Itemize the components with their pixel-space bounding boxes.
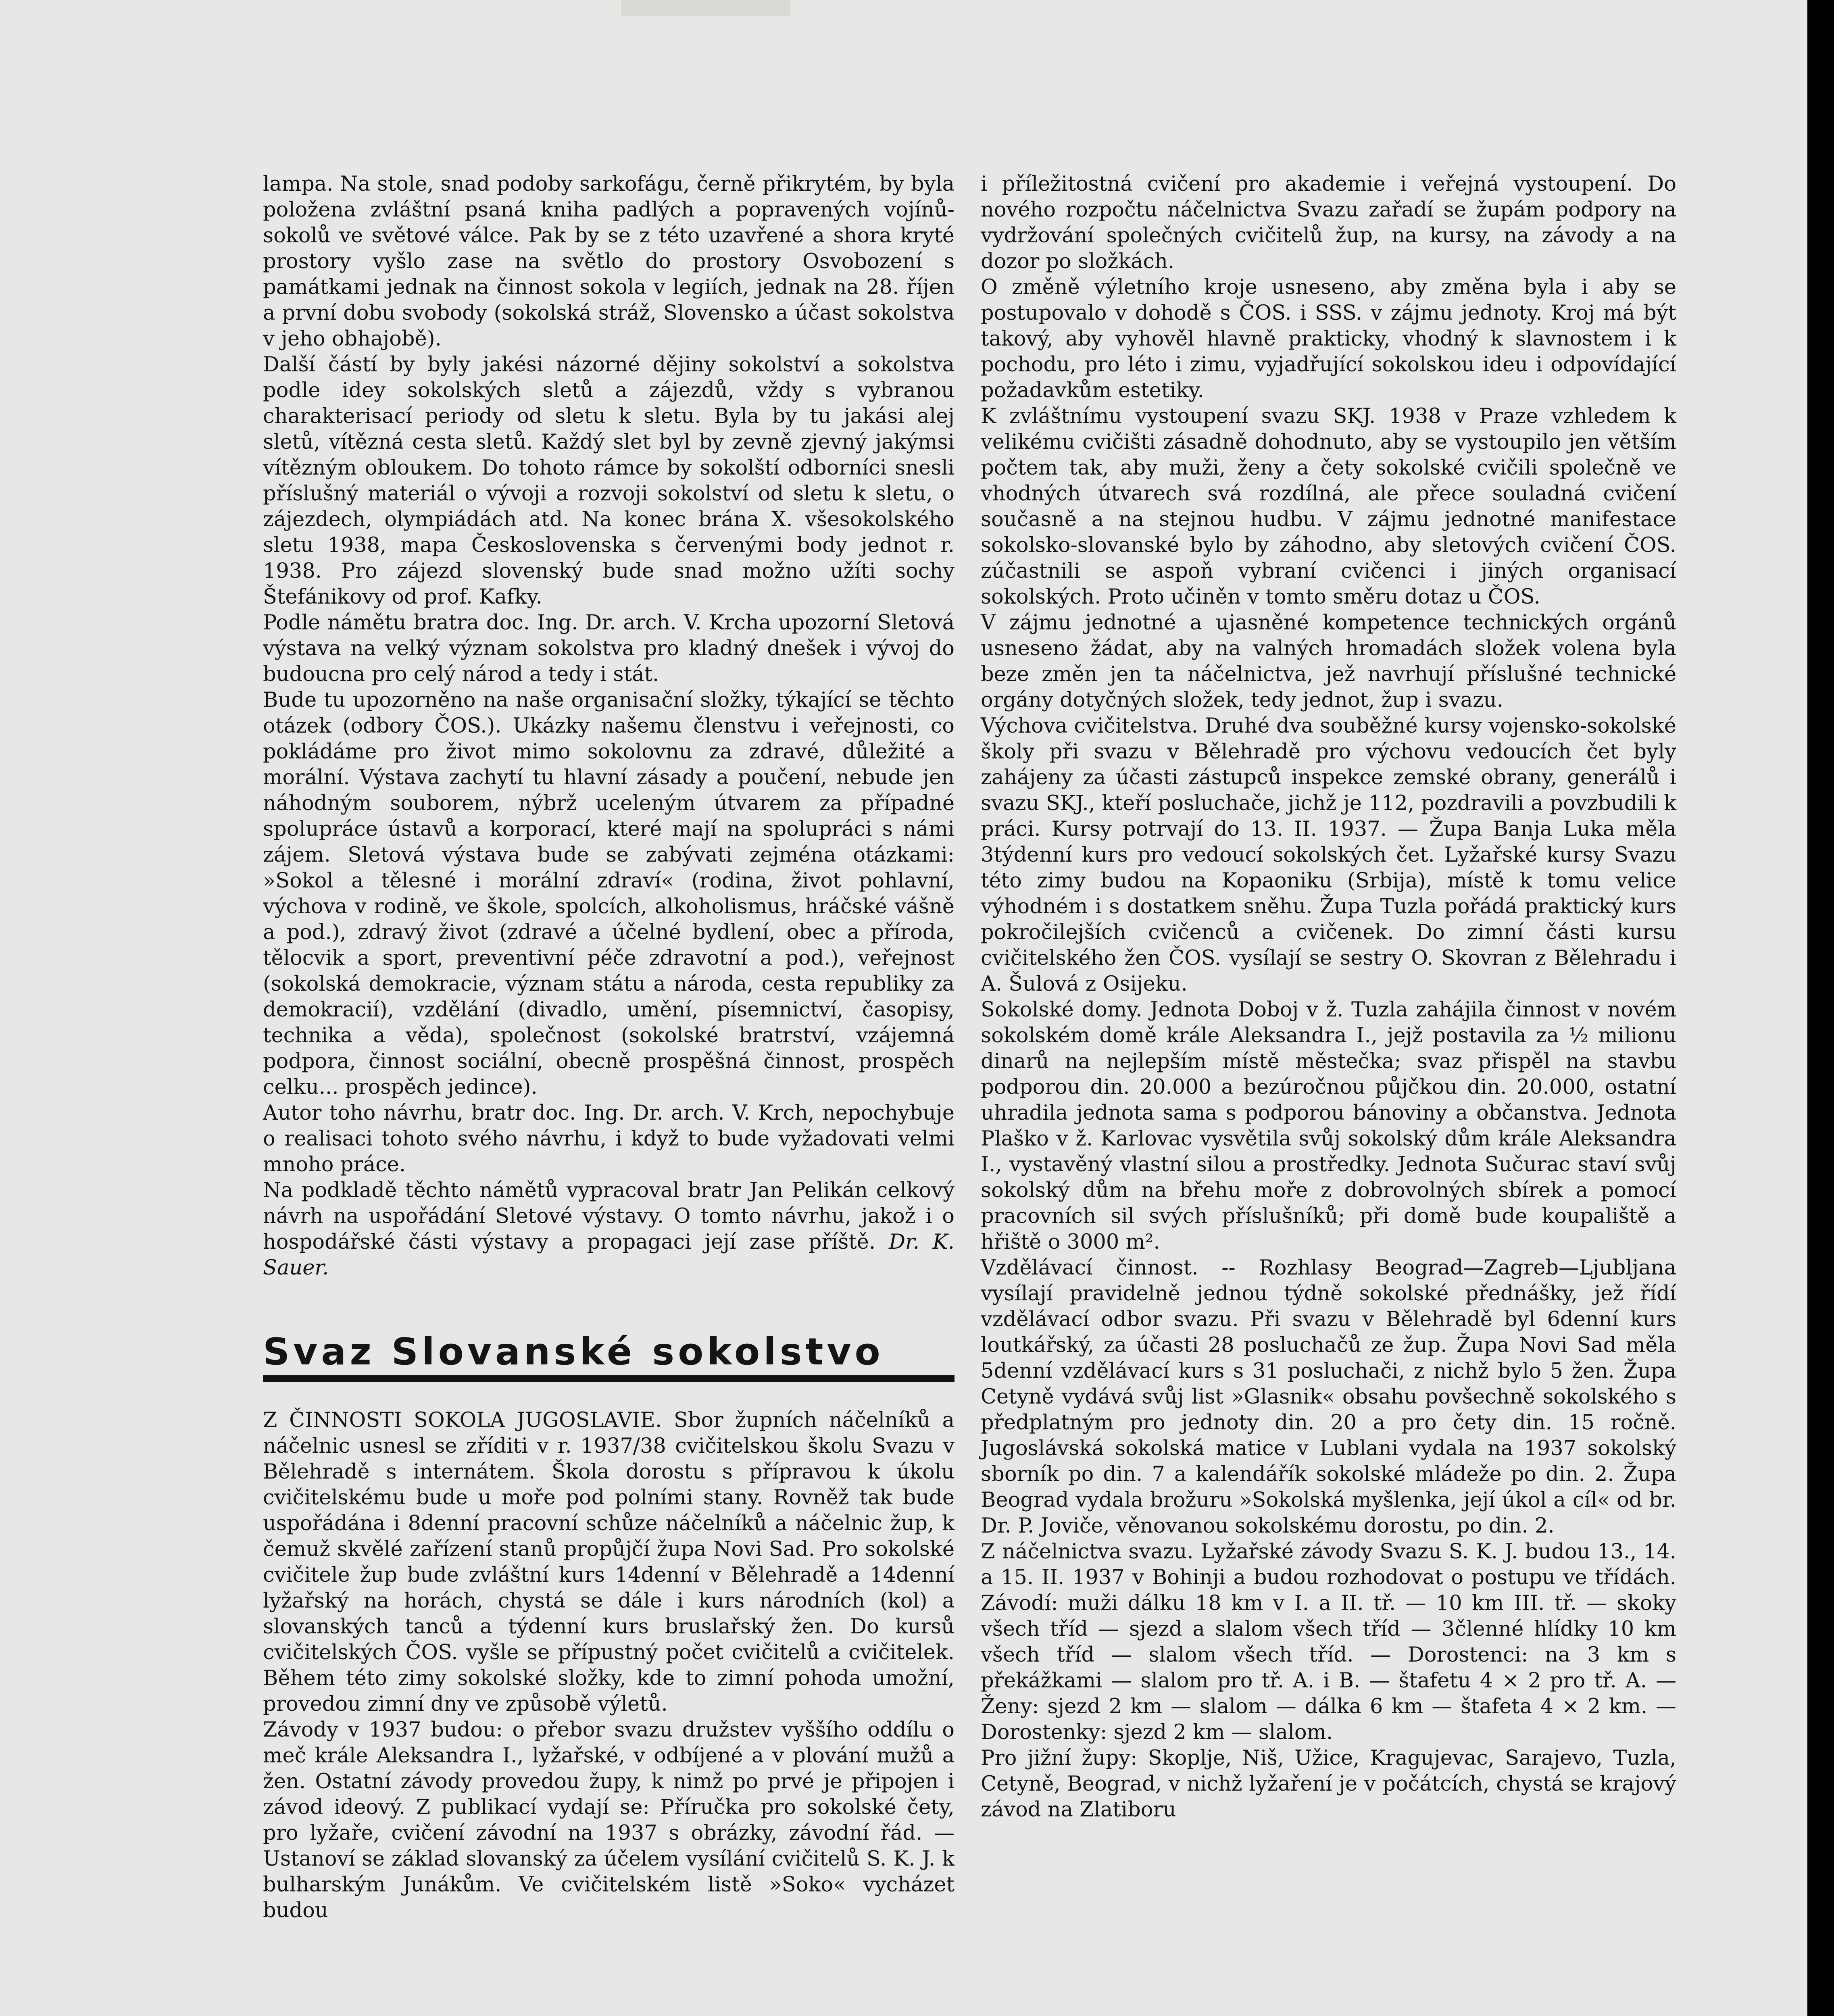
paragraph: lampa. Na stole, snad podoby sarkofágu, černě přikrytém, by byla položena zvláštní psaná kniha padlých a popravených vojínů-sokolů ve světové válce. Pak by se z této uzavřené a shora kryté prostory vyšlo zase na světlo do prostory Osvobození s památkami jednak na činnost sokola v legiích, jednak na 28. říjen a první dobu svobody (sokolská stráž, Slovensko a účast sokolstva v jeho obhajobě). <box>263 172 955 351</box>
paragraph: Z ČINNOSTI SOKOLA JUGOSLAVIE. Sbor župních náčelníků a náčelnic usnesl se zříditi v r. 1937/38 cvičitelskou školu Svazu v Bělehradě s internátem. Škola dorostu s přípravou k úkolu cvičitelskému bude u moře pod polními stany. Rovněž tak bude uspořádána i 8denní pracovní schůze náčelníků a náčelnic žup, k čemuž skvělé zařízení stanů propůjčí župa Novi Sad. Pro sokolské cvičitele žup bude zvláštní kurs 14denní v Bělehradě a 14denní lyžařský na horách, chystá se dále i kurs národních (kol) a slovanských tanců a týdenní kurs bruslařský žen. Do kursů cvičitelských ČOS. vyšle se přípustný počet cvičitelů a cvičitelek. Během této zimy sokolské složky, kde to zimní pohoda umožní, provedou zimní dny ve způsobě výletů. <box>263 1408 955 1716</box>
scan-edge <box>1807 0 1834 2016</box>
paragraph: i příležitostná cvičení pro akademie i veřejná vystoupení. Do nového rozpočtu náčelnictva Svazu zařadí se župám podpory na vydržování společných cvičitelů žup, na kursy, na závody a na dozor po složkách. <box>981 172 1676 273</box>
paragraph: Vzdělávací činnost. -- Rozhlasy Beograd—Zagreb—Ljubljana vysílají pravidelně jednou týdně sokolské přednášky, jež řídí vzdělávací odbor svazu. Při svazu v Bělehradě byl 6denní kurs loutkářský, za účasti 28 posluchačů ze žup. Župa Novi Sad měla 5denní vzdělávací kurs s 31 posluchači, z nichž bylo 5 žen. Župa Cetyně vydává svůj list »Glasnik« obsahu povšechně sokolského s předplatným pro jednoty din. 20 a pro čety din. 15 ročně. Jugoslávská sokolská matice v Lublani vydala na 1937 sokolský sborník po din. 7 a kalendářík sokolské mládeže po din. 2. Župa Beograd vydala brožuru »Sokolská myšlenka, její úkol a cíl« od br. Dr. P. Joviče, věnovanou sokolskému dorostu, po din. 2. <box>981 1256 1676 1538</box>
paragraph: Bude tu upozorněno na naše organisační složky, týkající se těchto otázek (odbory ČOS.). Ukázky našemu členstvu i veřejnosti, co pokládáme pro život mimo sokolovnu za zdravé, důležité a morální. Výstava zachytí tu hlavní zásady a poučení, nebude jen náhodným souborem, nýbrž uceleným útvarem za případné spolupráce ústavů a korporací, které mají na spolupráci s námi zájem. Sletová výstava bude se zabývati zejména otázkami: »Sokol a tělesné i morální zdraví« (rodina, život pohlavní, výchova v rodině, ve škole, spolcích, alkoholismus, hráčské vášně a pod.), zdravý život (zdravé a účelné bydlení, obec a příroda, tělocvik a sport, preventivní péče zdravotní a pod.), veřejnost (sokolská demokracie, význam státu a národa, cesta republiky za demokracií), vzdělání (divadlo, umění, písemnictví, časopisy, technika a věda), společnost (sokolské bratrství, vzájemná podpora, činnost sociální, obecně prospěšná činnost, prospěch celku... prospěch jedince). <box>263 688 955 1099</box>
paragraph: Podle námětu bratra doc. Ing. Dr. arch. V. Krcha upozorní Sletová výstava na velký význam sokolstva pro kladný dnešek i vývoj do budoucna pro celý národ a tedy i stát. <box>263 611 955 686</box>
paragraph: Z náčelnictva svazu. Lyžařské závody Svazu S. K. J. budou 13., 14. a 15. II. 1937 v Bohinji a budou rozhodovat o postupu ve třídách. Závodí: muži dálku 18 km v I. a II. tř. — 10 km III. tř. — skoky všech tříd — sjezd a slalom všech tříd — 3členné hlídky 10 km všech tříd — slalom všech tříd. — Dorostenci: na 3 km s překážkami — slalom pro tř. A. i B. — štafetu 4 × 2 pro tř. A. — Ženy: sjezd 2 km — slalom — dálka 6 km — štafeta 4 × 2 km. — Dorostenky: sjezd 2 km — slalom. <box>981 1540 1676 1744</box>
author-signature: Dr. K. Sauer. <box>263 1230 955 1280</box>
scan-artifact <box>621 0 790 16</box>
paragraph: Výchova cvičitelstva. Druhé dva souběžné kursy vojensko-sokolské školy při svazu v Bělehradě pro výchovu vedoucích čet byly zahájeny za účasti zástupců inspekce zemské obrany, generálů i svazu SKJ., kteří posluchače, jichž je 112, pozdravili a povzbudili k práci. Kursy potrvají do 13. II. 1937. — Župa Banja Luka měla 3týdenní kurs pro vedoucí sokolských čet. Lyžařské kursy Svazu této zimy budou na Kopaoniku (Srbija), místě k tomu velice výhodném i s dostatkem sněhu. Župa Tuzla pořádá praktický kurs pokročilejších cvičenců a cvičenek. Do zimní části kursu cvičitelského žen ČOS. vysílají se sestry O. Skovran z Bělehradu i A. Šulová z Osijeku. <box>981 714 1676 996</box>
paragraph-text: Na podkladě těchto námětů vypracoval bratr Jan Pelikán celkový návrh na uspořádání Sletové výstavy. O tomto návrhu, jakož i o hospodářské části výstavy a propagaci její zase příště. <box>263 1179 955 1254</box>
paragraph: Pro jižní župy: Skoplje, Niš, Užice, Kragujevac, Sarajevo, Tuzla, Cetyně, Beograd, v nichž lyžaření je v počátcích, chystá se krajový závod na Zlatiboru <box>981 1746 1676 1822</box>
paragraph: O změně výletního kroje usneseno, aby změna byla i aby se postupovalo v dohodě s ČOS. i SSS. v zájmu jednoty. Kroj má být takový, aby vyhověl hlavně prakticky, vhodný k slavnostem i k pochodu, pro léto i zimu, vyjadřující sokolskou ideu i odpovídající požadavkům estetiky. <box>981 275 1676 402</box>
heading-rule <box>263 1375 955 1382</box>
left-column <box>263 171 955 1924</box>
paragraph: Závody v 1937 budou: o přebor svazu družstev vyššího oddílu o meč krále Aleksandra I., lyžařské, v odbíjené a v plování mužů a žen. Ostatní závody provedou župy, k nimž po prvé je připojen i závod ideový. Z publikací vydají se: Příručka pro sokolské čety, pro lyžaře, cvičení závodní na 1937 s obrázky, závodní řád. — Ustanoví se základ slovanský za účelem vysílání cvičitelů S. K. J. k bulharským Junákům. Ve cvičitelském listě »Soko« vycházet budou <box>263 1718 955 1922</box>
paragraph: Další částí by byly jakési názorné dějiny sokolství a sokolstva podle idey sokolských sletů a zájezdů, vždy s vybranou charakterisací periody od sletu k sletu. Byla by tu jakási alej sletů, vítězná cesta sletů. Každý slet byl by zevně zjevný jakýmsi vítězným obloukem. Do tohoto rámce by sokolští odborníci snesli příslušný materiál o vývoji a rozvoji sokolství od sletu k sletu, o zájezdech, olympiádách atd. Na konec brána X. všesokolského sletu 1938, mapa Československa s červenými body jednot r. 1938. Pro zájezd slovenský bude snad možno užíti sochy Štefánikovy od prof. Kafky. <box>263 353 955 609</box>
paragraph: K zvláštnímu vystoupení svazu SKJ. 1938 v Praze vzhledem k velikému cvičišti zásadně dohodnuto, aby se vystoupilo jen větším počtem tak, aby muži, ženy a čety sokolské cvičili společně ve vhodných útvarech svá rozdílná, ale přece souladná cvičení současně a na stejnou hudbu. V zájmu jednotné manifestace sokolsko-slovanské bylo by záhodno, aby sletových cvičení ČOS. zúčastnili se aspoň vybraní cvičenci i jiných organisací sokolských. Proto učiněn v tomto směru dotaz u ČOS. <box>981 404 1676 609</box>
section-heading: Svaz Slovanské sokolstvo <box>263 1330 884 1373</box>
paragraph: Sokolské domy. Jednota Doboj v ž. Tuzla zahájila činnost v novém sokolském domě krále Aleksandra I., jejž postavila za ½ milionu dinarů na nejlepším místě městečka; svaz přispěl na stavbu podporou din. 20.000 a bezúročnou půjčkou din. 20.000, ostatní uhradila jednota sama s podporou bánoviny a občanstva. Jednota Plaško v ž. Karlovac vysvětila svůj sokolský dům krále Aleksandra I., vystavěný vlastní silou a prostředky. Jednota Sučurac staví svůj sokolský dům na břehu moře z dobrovolných sbírek a pomocí pracovních sil svých příslušníků; při domě bude koupaliště a hřiště o 3000 m². <box>981 998 1676 1254</box>
right-column <box>981 171 1676 1823</box>
paragraph: V zájmu jednotné a ujasněné kompetence technických orgánů usneseno žádat, aby na valných hromadách složek volena byla beze změn jen ta náčelnictva, jež navrhují příslušné technické orgány dotyčných složek, tedy jednot, žup i svazu. <box>981 611 1676 712</box>
paragraph: Autor toho návrhu, bratr doc. Ing. Dr. arch. V. Krch, nepochybuje o realisaci tohoto svého návrhu, i když to bude vyžadovati velmi mnoho práce. <box>263 1101 955 1177</box>
paragraph <box>263 1178 955 1281</box>
